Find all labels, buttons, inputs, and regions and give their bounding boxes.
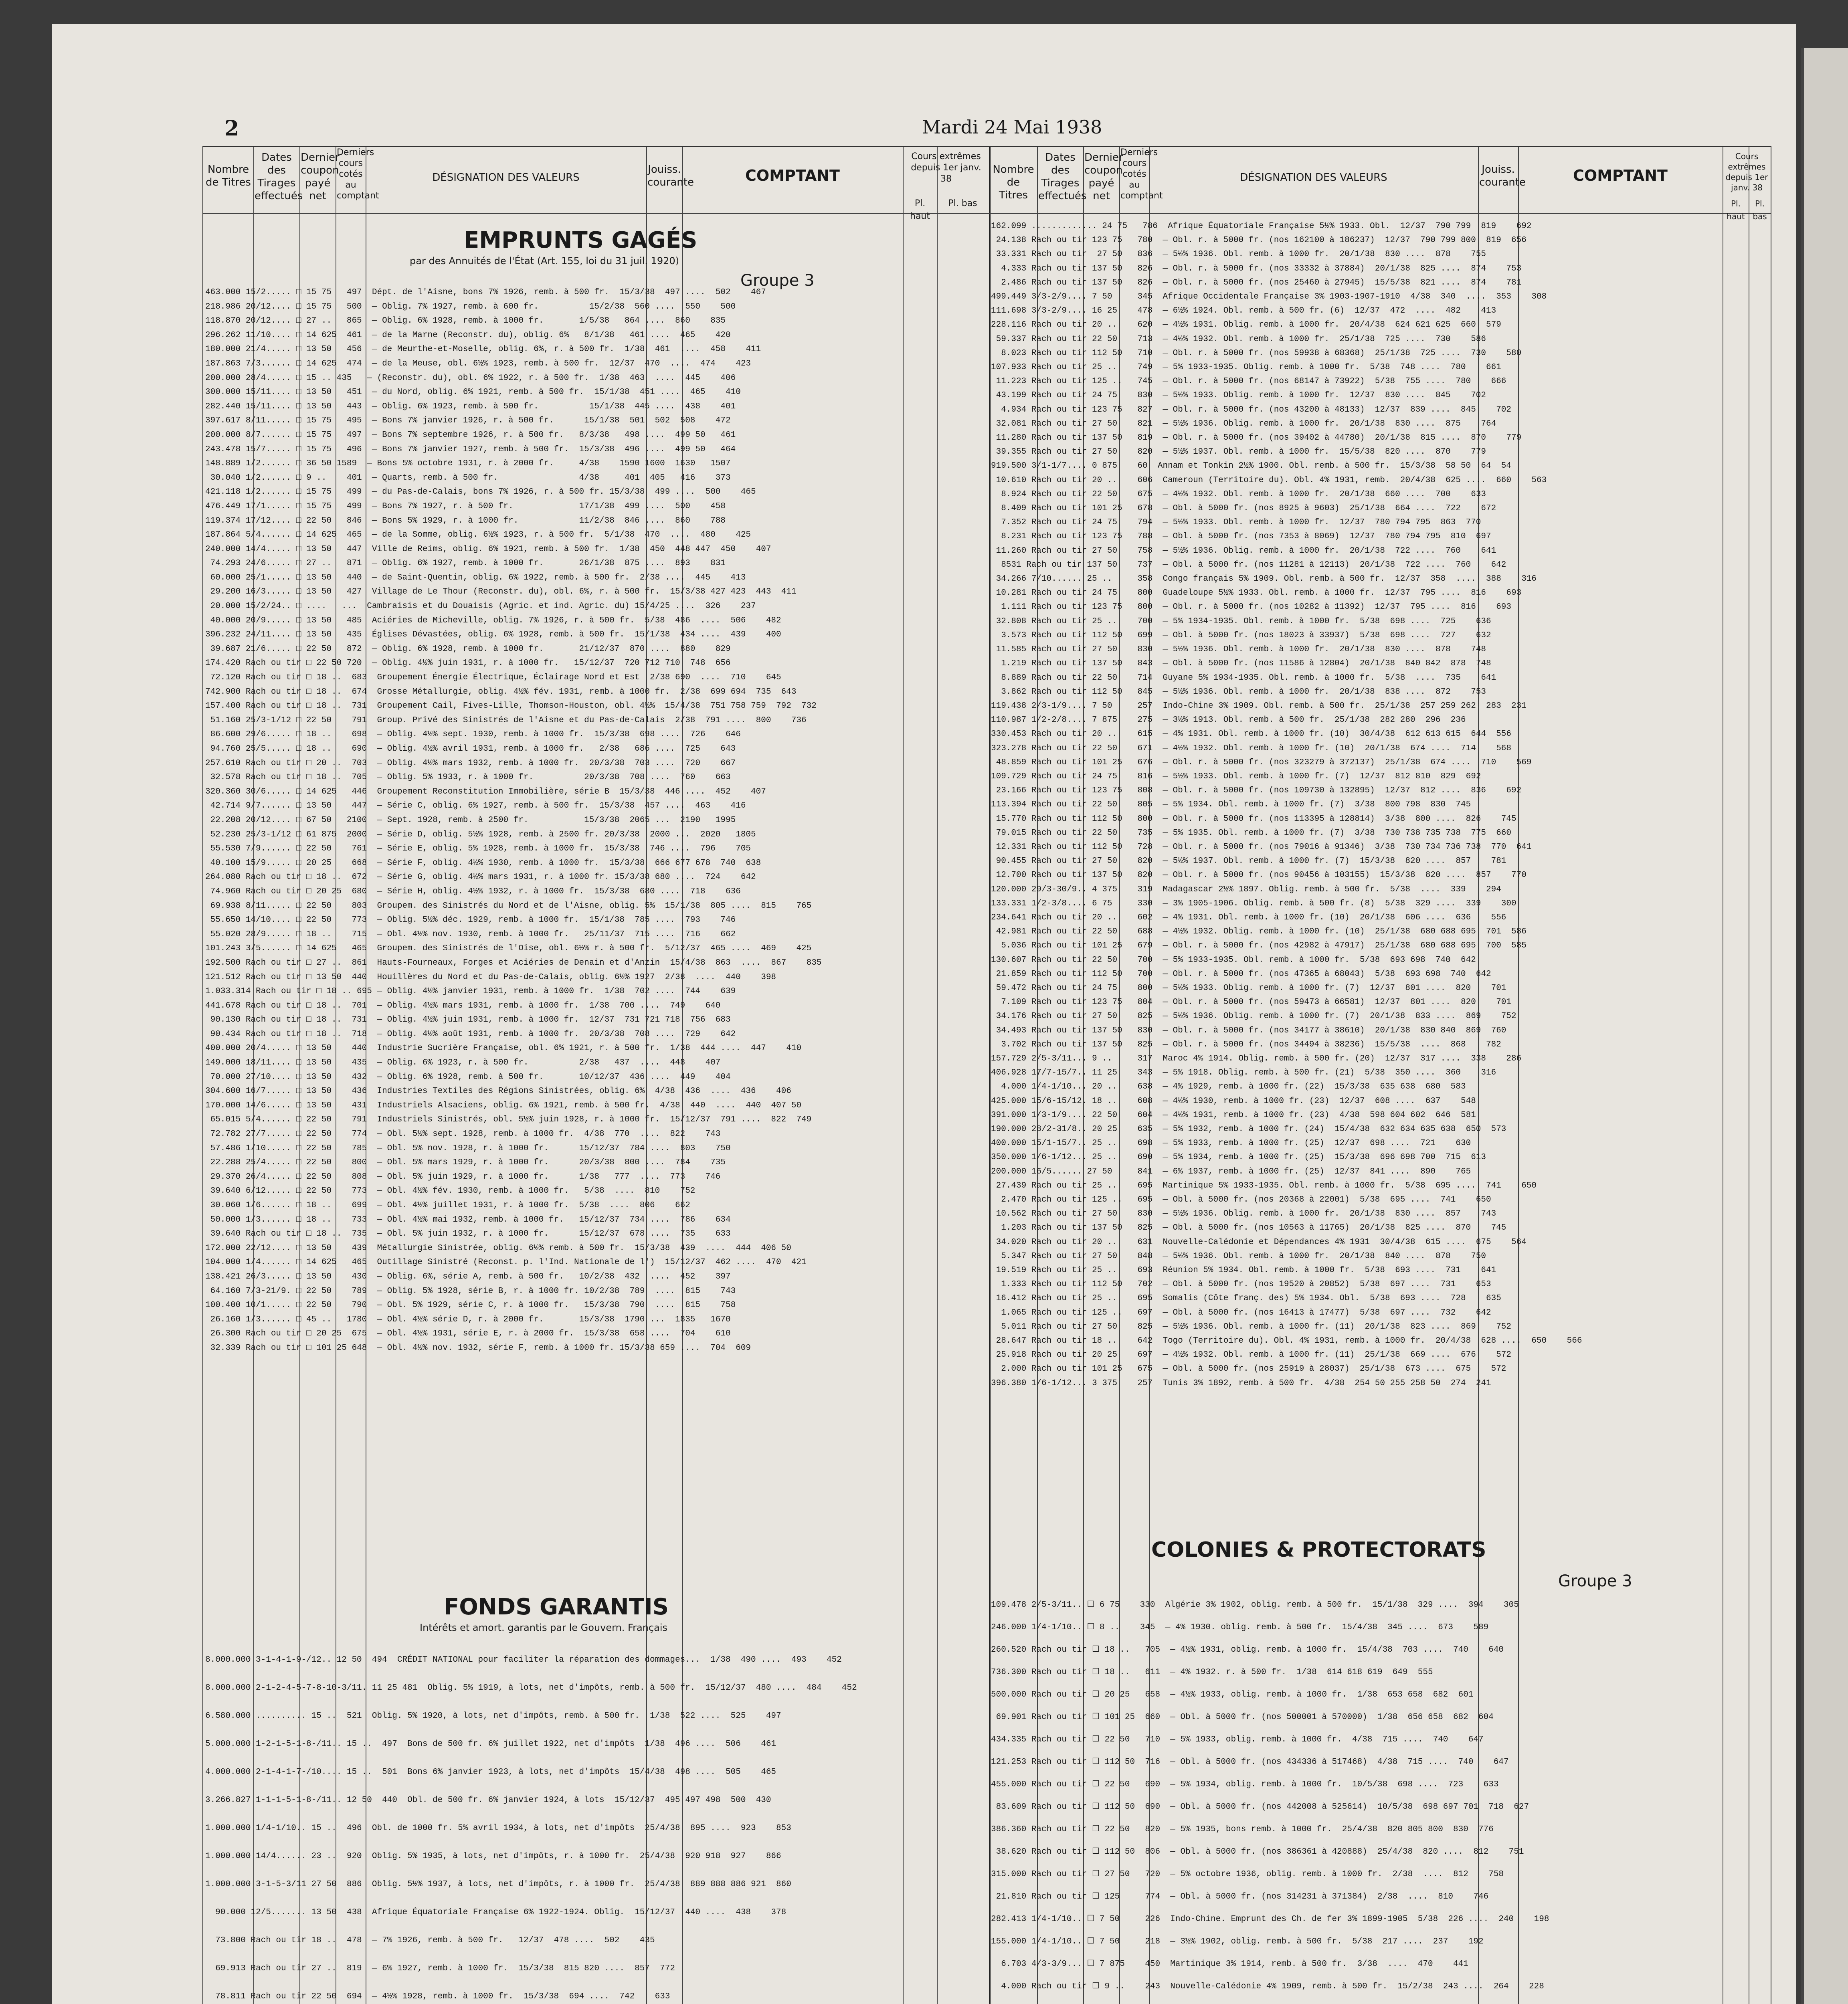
col-nombre-right: Nombre de Titres: [993, 164, 1034, 201]
section-emprunts-gages: EMPRUNTS GAGÉS: [464, 227, 698, 253]
table-row: 3.266.827 1-1-1-5-1-8-/11.. 12 50 440 Obl. de 500 fr. 6% janvier 1924, à lots 15/12/37 495 497 498 500 430: [205, 1796, 771, 1805]
table-row: 38.620 Rach ou tir ☐ 112 50 806 — Obl. à 5000 fr. (nos 386361 à 420888) 25/4/38 820 .... 812 751: [991, 1847, 1524, 1857]
table-row: 11.585 Rach ou tir 27 50 830 — 5½% 1936. Obl. remb. à 1000 fr. 20/1/38 830 .... 878 748: [991, 645, 1486, 655]
table-row: 148.889 1/2...... □ 36 50 1589 — Bons 5% octobre 1931, r. à 2000 fr. 4/38 1590 1600 1630 1507: [205, 459, 731, 469]
table-row: 11.280 Rach ou tir 137 50 819 — Obl. r. à 5000 fr. (nos 39402 à 44780) 20/1/38 815 .... 870 779: [991, 433, 1522, 443]
table-row: 11.260 Rach ou tir 27 50 758 — 5½% 1936. Oblig. remb. à 1000 fr. 20/1/38 722 .... 760 641: [991, 546, 1496, 556]
table-row: 406.928 17/7-15/7.. 11 25 343 — 5% 1918. Oblig. remb. à 500 fr. (21) 5/38 350 .... 360 316: [991, 1068, 1496, 1078]
table-row: 396.232 24/11.... □ 13 50 435 Églises Dévastées, oblig. 6% 1928, remb. à 500 fr. 15/1/38 434 .... 439 400: [205, 630, 781, 640]
table-row: 499.449 3/3-2/9.... 7 50 345 Afrique Occidentale Française 3% 1903-1907-1910 4/38 340 .... 353 308: [991, 292, 1547, 302]
table-row: 1.033.314 Rach ou tir □ 18 .. 695 — Oblig. 4½% janvier 1931, remb. à 1000 fr. 1/38 702 .... 744 639: [205, 987, 736, 996]
table-row: 218.986 20/12.... □ 15 75 500 — Oblig. 7% 1927, remb. à 600 fr. 15/2/38 560 .... 550 500: [205, 302, 736, 311]
table-row: 138.421 26/3..... □ 13 50 430 — Oblig. 6%, série A, remb. à 500 fr. 10/2/38 432 .... 452 397: [205, 1272, 731, 1281]
table-row: 260.520 Rach ou tir ☐ 18 .. 705 — 4½% 1931, oblig. remb. à 1000 fr. 15/4/38 703 .... 740 640: [991, 1645, 1504, 1655]
table-row: 20.000 15/2/24.. □ .... ... Cambraisis et du Douaisis (Agric. et ind. Agric. du) 15/4/25 .... 326 237: [205, 602, 756, 611]
table-row: 1.219 Rach ou tir 137 50 843 — Obl. à 5000 fr. (nos 11586 à 12804) 20/1/38 840 842 878 748: [991, 659, 1491, 669]
table-row: 5.347 Rach ou tir 27 50 848 — 5½% 1936. Obl. remb. à 1000 fr. 20/1/38 840 .... 878 750: [991, 1251, 1486, 1261]
table-row: 22.288 25/4..... □ 22 50 800 — Obl. 5% mars 1929, r. à 1000 fr. 20/3/38 800 .... 784 735: [205, 1158, 726, 1168]
table-row: 391.000 1/3-1/9.... 22 50 604 — 4½% 1931, remb. à 1000 fr. (23) 4/38 598 604 602 646 581: [991, 1110, 1476, 1120]
table-row: 15.770 Rach ou tir 112 50 800 — Obl. r. à 5000 fr. (nos 113395 à 128814) 3/38 800 .... 826 745: [991, 814, 1516, 824]
table-row: 180.000 21/4..... □ 13 50 456 — de Meurthe-et-Moselle, oblig. 6%, r. à 500 fr. 1/38 461 .... 458 411: [205, 345, 761, 354]
table-row: 39.640 6/12..... □ 22 50 773 — Obl. 4½% fév. 1930, remb. à 1000 fr. 5/38 .... 810 752: [205, 1186, 696, 1196]
table-row: 34.176 Rach ou tir 27 50 825 — 5½% 1936. Oblig. remb. à 1000 fr. (7) 20/1/38 833 .... 869 752: [991, 1012, 1516, 1021]
table-row: 42.714 9/7...... □ 13 50 447 — Série C, oblig. 6% 1927, remb. à 500 fr. 15/3/38 457 .... 463 416: [205, 801, 746, 811]
table-row: 40.000 20/9..... □ 13 50 485 Aciéries de Micheville, oblig. 7% 1926, r. à 500 fr. 5/38 486 .... 506 482: [205, 616, 781, 625]
table-row: 200.000 8/7...... □ 15 75 497 — Bons 7% septembre 1926, r. à 500 fr. 8/3/38 498 .... 499 50 461: [205, 430, 736, 440]
table-row: 4.333 Rach ou tir 137 50 826 — Obl. r. à 5000 fr. (nos 33332 à 37884) 20/1/38 825 .... 874 753: [991, 264, 1522, 273]
table-row: 110.987 1/2-2/8.... 7 875 275 — 3½% 1913. Obl. remb. à 500 fr. 25/1/38 282 280 296 236: [991, 715, 1466, 725]
col-designation-right: DÉSIGNATION DES VALEURS: [1240, 172, 1387, 184]
table-row: 396.380 1/6-1/12... 3 375 257 Tunis 3% 1892, remb. à 500 fr. 4/38 254 50 255 258 50 274 241: [991, 1378, 1491, 1388]
table-row: 7.109 Rach ou tir 123 75 804 — Obl. r. à 5000 fr. (nos 59473 à 66581) 12/37 801 .... 820 701: [991, 998, 1512, 1007]
col-nombre: Nombre de Titres: [206, 164, 251, 188]
col-jouiss-right: Jouiss. courante: [1479, 164, 1526, 188]
table-row: 10.281 Rach ou tir 24 75 800 Guadeloupe 5½% 1933. Obl. remb. à 1000 fr. 12/37 795 .... 816 693: [991, 588, 1522, 598]
table-row: 23.166 Rach ou tir 123 75 808 — Obl. r. à 5000 fr. (nos 109730 à 132895) 12/37 812 .... 836 692: [991, 786, 1522, 796]
section-fonds-garantis: FONDS GARANTIS: [444, 1594, 669, 1620]
table-row: 455.000 Rach ou tir ☐ 22 50 690 — 5% 1934, oblig. remb. à 1000 fr. 10/5/38 698 .... 723 633: [991, 1780, 1499, 1789]
table-row: 101.243 3/5...... □ 14 625 465 Groupem. des Sinistrés de l'Oise, obl. 6½% r. à 500 fr. 5/12/37 465 .... 469 425: [205, 944, 812, 954]
table-row: 72.782 27/7..... □ 22 50 774 — Obl. 5½% sept. 1928, remb. à 1000 fr. 4/38 770 .... 822 743: [205, 1129, 721, 1139]
table-row: 172.000 22/12.... □ 13 50 439 Métallurgie Sinistrée, oblig. 6½% remb. à 500 fr. 15/3/38 439 .... 444 406 50: [205, 1243, 791, 1253]
table-row: 86.600 29/6..... □ 18 .. 698 — Oblig. 4½% sept. 1930, remb. à 1000 fr. 15/3/38 698 .... 726 646: [205, 730, 741, 739]
fonds-rows: [205, 1646, 987, 2004]
table-row: 21.810 Rach ou tir ☐ 125 774 — Obl. à 5000 fr. (nos 314231 à 371384) 2/38 .... 810 746: [991, 1892, 1489, 1901]
table-row: 32.081 Rach ou tir 27 50 821 — 5½% 1936. Oblig. remb. à 1000 fr. 20/1/38 830 .... 875 764: [991, 419, 1496, 428]
table-row: 10.610 Rach ou tir 20 .. 606 Cameroun (Territoire du). Obl. 4% 1931, remb. 20/4/38 625 .... 660 563: [991, 475, 1547, 485]
table-row: 1.000.000 1/4-1/10.. 15 .. 496 Obl. de 1000 fr. 5% avril 1934, à lots, net d'impôts 25/4/38 895 .... 923 853: [205, 1824, 791, 1833]
table-row: 90.434 Rach ou tir □ 18 .. 718 — Oblig. 4½% août 1931, remb. à 1000 fr. 20/3/38 708 .... 729 642: [205, 1029, 736, 1039]
col-plbas-right: Pl. bas: [1753, 199, 1767, 221]
table-row: 742.900 Rach ou tir □ 18 .. 674 Grosse Métallurgie, oblig. 4½% fév. 1931, remb. à 1000 fr. 2/38 699 694 735 643: [205, 687, 797, 697]
table-row: 304.600 16/7..... □ 13 50 436 Industries Textiles des Régions Sinistrées, oblig. 6% 4/38 436 .... 436 406: [205, 1087, 791, 1096]
col-cours: Derniers cours cotés au comptant: [337, 147, 379, 201]
table-row: 133.331 1/2-3/8.... 6 75 330 — 3% 1905-1906. Oblig. remb. à 500 fr. (8) 5/38 329 .... 339 300: [991, 899, 1516, 908]
table-row: 190.000 28/2-31/8.. 20 25 635 — 5% 1932, remb. à 1000 fr. (24) 15/4/38 632 634 635 638 650 573: [991, 1125, 1506, 1134]
left-rows: [205, 285, 987, 1588]
table-row: 60.000 25/1..... □ 13 50 440 — de Saint-Quentin, oblig. 6% 1922, remb. à 500 fr. 2/38 .... 445 413: [205, 573, 746, 582]
table-row: 79.015 Rach ou tir 22 50 735 — 5% 1935. Obl. remb. à 1000 fr. (7) 3/38 730 738 735 738 775 660: [991, 828, 1512, 838]
table-row: 1.333 Rach ou tir 112 50 702 — Obl. à 5000 fr. (nos 19520 à 20852) 5/38 697 .... 731 653: [991, 1280, 1491, 1289]
table-row: 24.138 Rach ou tir 123 75 780 — Obl. r. à 5000 fr. (nos 162100 à 186237) 12/37 790 799 800 819 656: [991, 236, 1527, 245]
table-row: 8.231 Rach ou tir 123 75 788 — Obl. à 5000 fr. (nos 7353 à 8069) 12/37 780 794 795 810 697: [991, 532, 1491, 541]
table-row: 400.000 15/1-15/7.. 25 .. 698 — 5% 1933, remb. à 1000 fr. (25) 12/37 698 .... 721 630: [991, 1139, 1471, 1148]
table-row: 113.394 Rach ou tir 22 50 805 — 5% 1934. Obl. remb. à 1000 fr. (7) 3/38 800 798 830 745: [991, 800, 1471, 810]
table-row: 40.100 15/9..... □ 20 25 668 — Série F, oblig. 4½% 1930, remb. à 1000 fr. 15/3/38 666 677 678 740 638: [205, 858, 761, 868]
table-row: 34.020 Rach ou tir 20 .. 631 Nouvelle-Calédonie et Dépendances 4% 1931 30/4/38 615 .... 675 564: [991, 1237, 1527, 1247]
table-row: 397.617 8/11..... □ 15 75 495 — Bons 7% janvier 1926, r. à 500 fr. 15/1/38 501 502 508 472: [205, 416, 731, 426]
table-row: 1.203 Rach ou tir 137 50 825 — Obl. à 5000 fr. (nos 10563 à 11765) 20/1/38 825 .... 870 745: [991, 1223, 1506, 1233]
col-dates-right: Dates des Tirages effectués: [1038, 152, 1087, 202]
table-row: 33.331 Rach ou tir 27 50 836 — 5½% 1936. Obl. remb. à 1000 fr. 20/1/38 830 .... 878 755: [991, 250, 1486, 259]
table-row: 109.478 2/5-3/11.. ☐ 6 75 330 Algérie 3% 1902, oblig. remb. à 500 fr. 15/1/38 329 .... 394 305: [991, 1600, 1519, 1610]
col-extremes-right: Cours extrêmes depuis 1er janv. 38: [1725, 152, 1768, 192]
table-row: 57.486 1/10..... □ 22 50 785 — Obl. 5% nov. 1928, r. à 1000 fr. 15/12/37 784 .... 803 750: [205, 1143, 731, 1153]
table-row: 74.293 24/6..... □ 27 .. 871 — Oblig. 6% 1927, remb. à 1000 fr. 26/1/38 875 .... 893 831: [205, 559, 726, 568]
col-designation: DÉSIGNATION DES VALEURS: [432, 172, 580, 184]
table-row: 4.000 1/4-1/10... 20 .. 638 — 4% 1929, remb. à 1000 fr. (22) 15/3/38 635 638 680 583: [991, 1082, 1466, 1092]
section-fonds-subtitle: Intérêts et amort. garantis par le Gouvern. Français: [420, 1622, 667, 1633]
table-row: 119.438 2/3-1/9.... 7 50 257 Indo-Chine 3% 1909. Obl. remb. à 500 fr. 25/1/38 257 259 262 283 231: [991, 701, 1527, 711]
table-row: 463.000 15/2..... □ 15 75 497 Dépt. de l'Aisne, bons 7% 1926, remb. à 500 fr. 15/3/38 497 .... 502 467: [205, 288, 766, 297]
table-row: 350.000 1/6-1/12... 25 .. 690 — 5% 1934, remb. à 1000 fr. (25) 15/3/38 696 698 700 715 613: [991, 1153, 1486, 1162]
table-row: 1.111 Rach ou tir 123 75 800 — Obl. r. à 5000 fr. (nos 10282 à 11392) 12/37 795 .... 816 693: [991, 602, 1512, 612]
col-extremes: Cours extrêmes depuis 1er janv. 38: [911, 152, 981, 184]
table-row: 192.500 Rach ou tir □ 27 .. 861 Hauts-Fourneaux, Forges et Aciéries de Denain et d'Anzin 15/4/38 863 .... 867 835: [205, 958, 822, 968]
table-row: 16.412 Rach ou tir 25 .. 695 Somalis (Côte franç. des) 5% 1934. Obl. 5/38 693 .... 728 635: [991, 1294, 1501, 1303]
col-plbas: Pl. bas: [948, 198, 977, 208]
table-row: 500.000 Rach ou tir ☐ 20 25 658 — 4½% 1933, oblig. remb. à 1000 fr. 1/38 653 658 682 601: [991, 1690, 1474, 1699]
table-row: 70.000 27/10.... □ 13 50 432 — Oblig. 6% 1928, remb. à 500 fr. 10/12/37 436 .... 449 404: [205, 1072, 731, 1082]
table-row: 43.199 Rach ou tir 24 75 830 — 5½% 1933. Oblig. remb. à 1000 fr. 12/37 830 .... 845 702: [991, 391, 1486, 400]
table-row: 121.253 Rach ou tir ☐ 112 50 716 — Obl. à 5000 fr. (nos 434336 à 517468) 4/38 715 .... 740 647: [991, 1758, 1509, 1767]
table-row: 2.000 Rach ou tir 101 25 675 — Obl. à 5000 fr. (nos 25919 à 28037) 25/1/38 673 .... 675 572: [991, 1364, 1506, 1374]
groupe-3-right: Groupe 3: [1558, 1572, 1632, 1590]
table-row: 55.020 28/9..... □ 18 .. 715 — Obl. 4½% nov. 1930, remb. à 1000 fr. 25/11/37 715 .... 716 662: [205, 929, 736, 939]
table-row: 118.870 20/12.... □ 27 .. 865 — Oblig. 6% 1928, remb. à 1000 fr. 1/5/38 864 .... 860 835: [205, 316, 726, 326]
table-row: 400.000 20/4..... □ 13 50 440 Industrie Sucrière Française, obl. 6% 1921, r. à 500 fr. 1/38 444 .... 447 410: [205, 1044, 802, 1053]
table-row: 90.000 12/5....... 13 50 438 Afrique Équatoriale Française 6% 1922-1924. Oblig. 15/12/37 440 .... 438 378: [205, 1908, 787, 1917]
table-row: 48.859 Rach ou tir 101 25 676 — Obl. r. à 5000 fr. (nos 323279 à 372137) 25/1/38 674 .... 710 569: [991, 758, 1532, 767]
table-row: 187.863 7/3...... □ 14 625 474 — de la Meuse, obl. 6½% 1923, remb. à 500 fr. 12/37 470 .... 474 423: [205, 359, 751, 368]
table-row: 51.160 25/3-1/12 □ 22 50 791 Group. Privé des Sinistrés de l'Aisne et du Pas-de-Calais 2/38 791 .... 800 736: [205, 715, 807, 725]
table-row: 22.208 20/12.... □ 67 50 2100 — Sept. 1928, remb. à 2500 fr. 15/3/38 2065 ... 2190 1995: [205, 815, 736, 825]
table-row: 30.040 1/2...... □ 9 .. 401 — Quarts, remb. à 500 fr. 4/38 401 405 416 373: [205, 473, 731, 483]
table-row: 3.702 Rach ou tir 137 50 825 — Obl. r. à 5000 fr. (nos 34494 à 38236) 15/5/38 .... 868 782: [991, 1040, 1501, 1049]
table-row: 174.420 Rach ou tir □ 22 50 720 — Oblig. 4½% juin 1931, r. à 1000 fr. 15/12/37 720 712 710 748 656: [205, 659, 731, 668]
table-row: 421.118 1/2...... □ 15 75 499 — du Pas-de-Calais, bons 7% 1926, r. à 500 fr. 15/3/38 499 .... 500 465: [205, 487, 756, 497]
table-row: 162.099 ............. 24 75 786 Afrique Équatoriale Française 5½% 1933. Obl. 12/37 790 799 819 692: [991, 222, 1532, 231]
section-colonies-protectorats: COLONIES & PROTECTORATS: [1151, 1538, 1486, 1562]
table-row: 73.800 Rach ou tir 18 .. 478 — 7% 1926, remb. à 500 fr. 12/37 478 .... 502 435: [205, 1936, 655, 1945]
col-plhaut: Pl. haut: [910, 198, 930, 221]
table-row: 72.120 Rach ou tir □ 18 .. 683 Groupement Énergie Électrique, Éclairage Nord et Est 2/38 690 .... 710 645: [205, 673, 781, 683]
table-row: 228.116 Rach ou tir 20 .. 620 — 4½% 1931. Oblig. remb. à 1000 fr. 20/4/38 624 621 625 660 579: [991, 320, 1501, 330]
table-row: 296.262 11/10.... □ 14 625 461 — de la Marne (Reconstr. du), oblig. 6% 8/1/38 461 .... 465 420: [205, 330, 731, 340]
table-row: 12.700 Rach ou tir 137 50 820 — Obl. r. à 5000 fr. (nos 90456 à 103155) 15/3/38 820 .... 857 770: [991, 871, 1527, 880]
page-number: 2: [224, 116, 239, 141]
col-dernier-right: Dernier coupon payé net: [1084, 152, 1123, 202]
quotation-table: [202, 146, 1771, 2004]
table-row: 12.331 Rach ou tir 112 50 728 — Obl. r. à 5000 fr. (nos 79016 à 91346) 3/38 730 734 736 738 770 641: [991, 842, 1532, 852]
table-row: 69.913 Rach ou tir 27 .. 819 — 6% 1927, remb. à 1000 fr. 15/3/38 815 820 .... 857 772: [205, 1964, 675, 1973]
table-row: 8.889 Rach ou tir 22 50 714 Guyane 5% 1934-1935. Obl. remb. à 1000 fr. 5/38 .... 735 641: [991, 673, 1496, 683]
table-row: 8.023 Rach ou tir 112 50 710 — Obl. r. à 5000 fr. (nos 59938 à 68368) 25/1/38 725 .... 730 580: [991, 348, 1522, 358]
table-row: 8.924 Rach ou tir 22 50 675 — 4½% 1932. Obl. remb. à 1000 fr. 20/1/38 660 .... 700 633: [991, 489, 1486, 499]
col-jouiss: Jouiss. courante: [647, 164, 694, 188]
table-row: 240.000 14/4..... □ 13 50 447 Ville de Reims, oblig. 6% 1921, remb. à 500 fr. 1/38 450 448 447 450 407: [205, 544, 771, 554]
table-row: 3.862 Rach ou tir 112 50 845 — 5½% 1936. Obl. remb. à 1000 fr. 20/1/38 838 .... 872 753: [991, 687, 1486, 697]
table-row: 109.729 Rach ou tir 24 75 816 — 5½% 1933. Obl. remb. à 1000 fr. (7) 12/37 812 810 829 692: [991, 772, 1481, 781]
section-emprunts-subtitle: par des Annuités de l'État (Art. 155, loi du 31 juil. 1920): [410, 255, 679, 267]
table-row: 8.000.000 2-1-2-4-5-7-8-10-3/11. 11 25 481 Oblig. 5% 1919, à lots, net d'impôts, remb. à 500 fr. 15/12/37 480 .... 484 452: [205, 1683, 857, 1693]
table-row: 59.337 Rach ou tir 22 50 713 — 4½% 1932. Obl. remb. à 1000 fr. 25/1/38 725 .... 730 586: [991, 334, 1486, 344]
table-row: 55.530 7/9...... □ 22 50 761 — Série E, oblig. 5% 1928, remb. à 1000 fr. 15/3/38 746 .... 796 705: [205, 844, 751, 854]
table-row: 30.060 1/6...... □ 18 .. 699 — Obl. 4½% juillet 1931, r. à 1000 fr. 5/38 .... 806 662: [205, 1201, 690, 1210]
table-row: 121.512 Rach ou tir □ 13 50 440 Houillères du Nord et du Pas-de-Calais, oblig. 6½% 1927 2/38 .... 440 398: [205, 972, 776, 982]
table-row: 78.811 Rach ou tir 22 50 694 — 4½% 1928, remb. à 1000 fr. 15/3/38 694 .... 742 633: [205, 1992, 670, 2001]
table-row: 90.130 Rach ou tir □ 18 .. 731 — Oblig. 4½% juin 1931, remb. à 1000 fr. 12/37 731 721 718 756 683: [205, 1015, 731, 1025]
page-date: Mardi 24 Mai 1938: [922, 116, 1102, 138]
table-row: 8531 Rach ou tir 137 50 737 — Obl. à 5000 fr. (nos 11281 à 12113) 20/1/38 722 .... 760 642: [991, 560, 1506, 570]
table-row: 320.360 30/6..... □ 14 625 446 Groupement Reconstitution Immobilière, série B 15/3/38 446 .... 452 407: [205, 787, 766, 796]
table-row: 10.562 Rach ou tir 27 50 830 — 5½% 1936. Oblig. remb. à 1000 fr. 20/1/38 830 .... 857 743: [991, 1209, 1496, 1219]
col-plhaut-right: Pl. haut: [1727, 199, 1745, 221]
table-row: 5.000.000 1-2-1-5-1-8-/11.. 15 .. 497 Bons de 500 fr. 6% juillet 1922, net d'impôts 1/38 496 .... 506 461: [205, 1739, 776, 1749]
table-row: 246.000 1/4-1/10.. ☐ 8 .. 345 — 4% 1930. oblig. remb. à 500 fr. 15/4/38 345 .... 673 589: [991, 1623, 1489, 1632]
table-row: 34.266 7/10...... 25 .. 358 Congo français 5% 1909. Obl. remb. à 500 fr. 12/37 358 .... 388 316: [991, 574, 1537, 584]
colonies-rows: [991, 1594, 1769, 2004]
table-row: 55.650 14/10.... □ 22 50 773 — Oblig. 5½% déc. 1929, remb. à 1000 fr. 15/1/38 785 .... 793 746: [205, 915, 736, 925]
table-row: 5.036 Rach ou tir 101 25 679 — Obl. r. à 5000 fr. (nos 42982 à 47917) 25/1/38 680 688 695 700 585: [991, 941, 1527, 951]
table-row: 4.000.000 2-1-4-1-7-/10.... 15 .. 501 Bons 6% janvier 1923, à lots, net d'impôts 15/4/38 498 .... 505 465: [205, 1768, 776, 1777]
table-row: 282.413 1/4-1/10.. ☐ 7 50 226 Indo-Chine. Emprunt des Ch. de fer 3% 1899-1905 5/38 226 .... 240 198: [991, 1915, 1549, 1924]
groupe-3-left: Groupe 3: [740, 271, 815, 290]
table-row: 26.160 1/3...... □ 45 .. 1780 — Obl. 4½% série D, r. à 2000 fr. 15/3/38 1790 ... 1835 1670: [205, 1315, 731, 1324]
table-row: 200.000 16/5...... 27 50 841 — 6% 1937, remb. à 1000 fr. (25) 12/37 841 .... 890 765: [991, 1167, 1471, 1176]
table-row: 69.901 Rach ou tir ☐ 101 25 660 — Obl. à 5000 fr. (nos 500001 à 570000) 1/38 656 658 682 604: [991, 1713, 1494, 1722]
table-row: 323.278 Rach ou tir 22 50 671 — 4½% 1932. Obl. remb. à 1000 fr. (10) 20/1/38 674 .... 714 568: [991, 743, 1512, 753]
table-row: 282.440 15/11.... □ 13 50 443 — Oblig. 6% 1923, remb. à 500 fr. 15/1/38 445 .... 438 401: [205, 402, 736, 411]
table-row: 107.933 Rach ou tir 25 .. 749 — 5% 1933-1935. Oblig. remb. à 1000 fr. 5/38 748 .... 780 661: [991, 363, 1501, 372]
table-row: 4.934 Rach ou tir 123 75 827 — Obl. r. à 5000 fr. (nos 43200 à 48133) 12/37 839 .... 845 702: [991, 405, 1512, 414]
table-row: 50.000 1/3...... □ 18 .. 733 — Obl. 4½% mai 1932, remb. à 1000 fr. 15/12/37 734 .... 786 634: [205, 1215, 731, 1224]
table-row: 29.370 26/4..... □ 22 50 808 — Obl. 5% juin 1929, r. à 1000 fr. 1/38 777 .... 773 746: [205, 1172, 721, 1182]
table-row: 42.981 Rach ou tir 22 50 688 — 4½% 1932. Oblig. remb. à 1000 fr. (10) 25/1/38 680 688 695 701 586: [991, 927, 1527, 937]
right-rows: [991, 219, 1769, 1526]
table-row: 83.609 Rach ou tir ☐ 112 50 690 — Obl. à 5000 fr. (nos 442008 à 525614) 10/5/38 698 697 701 718 627: [991, 1802, 1529, 1812]
table-row: 187.864 5/4...... □ 14 625 465 — de la Somme, oblig. 6½% 1923, r. à 500 fr. 5/1/38 470 .... 480 425: [205, 530, 751, 540]
table-row: 257.610 Rach ou tir □ 20 .. 703 — Oblig. 4½% mars 1932, remb. à 1000 fr. 20/3/38 703 .... 720 667: [205, 758, 736, 768]
table-row: 264.080 Rach ou tir □ 18 .. 672 — Série G, oblig. 4½% mars 1931, r. à 1000 fr. 15/3/38 680 .... 724 642: [205, 873, 756, 882]
col-dates: Dates des Tirages effectués: [255, 152, 303, 202]
table-row: 3.573 Rach ou tir 112 50 699 — Obl. à 5000 fr. (nos 18023 à 33937) 5/38 698 .... 727 632: [991, 630, 1491, 640]
table-row: 5.011 Rach ou tir 27 50 825 — 5½% 1936. Obl. remb. à 1000 fr. (11) 20/1/38 823 .... 869 752: [991, 1322, 1512, 1331]
table-row: 65.015 5/4...... □ 22 50 791 Industriels Sinistrés, obl. 5½% juin 1928, r. à 1000 fr. 15/12/37 791 .... 822 749: [205, 1115, 812, 1125]
table-row: 1.065 Rach ou tir 125 .. 697 — Obl. à 5000 fr. (nos 16413 à 17477) 5/38 697 .... 732 642: [991, 1308, 1491, 1317]
table-row: 155.000 1/4-1/10.. ☐ 7 50 218 — 3½% 1902, oblig. remb. à 500 fr. 5/38 217 .... 237 192: [991, 1937, 1484, 1946]
table-row: 39.640 Rach ou tir □ 18 .. 735 — Obl. 5% juin 1932, r. à 1000 fr. 15/12/37 678 .... 735 633: [205, 1229, 731, 1239]
table-row: 100.400 10/1..... □ 22 50 790 — Obl. 5% 1929, série C, r. à 1000 fr. 15/3/38 790 .... 815 758: [205, 1301, 736, 1310]
table-row: 34.493 Rach ou tir 137 50 830 — Obl. r. à 5000 fr. (nos 34177 à 38610) 20/1/38 830 840 869 760: [991, 1026, 1506, 1035]
table-row: 315.000 Rach ou tir ☐ 27 50 720 — 5% octobre 1936, oblig. remb. à 1000 fr. 2/38 .... 812 758: [991, 1870, 1504, 1879]
table-row: 6.703 4/3-3/9... ☐ 7 875 450 Martinique 3% 1914, remb. à 500 fr. 3/38 .... 470 441: [991, 1960, 1468, 1969]
table-row: 64.160 7/3-21/9. □ 22 50 789 — Oblig. 5% 1928, série B, r. à 1000 fr. 10/2/38 789 .... 815 743: [205, 1286, 736, 1296]
table-row: 2.470 Rach ou tir 125 .. 695 — Obl. à 5000 fr. (nos 20368 à 22001) 5/38 695 .... 741 650: [991, 1195, 1491, 1205]
table-row: 69.938 8/11..... □ 22 50 803 Groupem. des Sinistrés du Nord et de l'Aisne, oblig. 5% 15/1/38 805 .... 815 765: [205, 901, 812, 911]
table-row: 8.409 Rach ou tir 101 25 678 — Obl. à 5000 fr. (nos 8925 à 9603) 25/1/38 664 .... 722 672: [991, 504, 1496, 513]
table-row: 1.000.000 3-1-5-3/11 27 50 886 Oblig. 5½% 1937, à lots, net d'impôts, r. à 1000 fr. 25/4/38 889 888 886 921 860: [205, 1880, 791, 1889]
table-row: 32.578 Rach ou tir □ 18 .. 705 — Oblig. 5% 1933, r. à 1000 fr. 20/3/38 708 .... 760 663: [205, 773, 731, 782]
table-row: 4.000 Rach ou tir ☐ 9 .. 243 Nouvelle-Calédonie 4% 1909, remb. à 500 fr. 15/2/38 243 .... 264 228: [991, 1982, 1544, 1991]
table-row: 1.000.000 14/4...... 23 .. 920 Oblig. 5% 1935, à lots, net d'impôts, r. à 1000 fr. 25/4/38 920 918 927 866: [205, 1852, 781, 1861]
table-row: 386.360 Rach ou tir ☐ 22 50 820 — 5% 1935, bons remb. à 1000 fr. 25/4/38 820 805 800 830 776: [991, 1825, 1494, 1834]
table-row: 157.400 Rach ou tir □ 18 .. 731 Groupement Cail, Fives-Lille, Thomson-Houston, obl. 4½% 15/4/38 751 758 759 792 732: [205, 701, 817, 711]
table-row: 21.859 Rach ou tir 112 50 700 — Obl. r. à 5000 fr. (nos 47365 à 68043) 5/38 693 698 740 642: [991, 969, 1491, 979]
table-row: 39.355 Rach ou tir 27 50 820 — 5½% 1937. Obl. remb. à 1000 fr. 15/5/38 820 .... 870 779: [991, 447, 1486, 457]
table-row: 119.374 17/12.... □ 22 50 846 — Bons 5% 1929, r. à 1000 fr. 11/2/38 846 .... 860 788: [205, 516, 726, 525]
table-row: 919.500 3/1-1/7.... 0 875 60 Annam et Tonkin 2½% 1900. Obl. remb. à 500 fr. 15/3/38 58 50 64 54: [991, 461, 1512, 471]
table-row: 25.918 Rach ou tir 20 25 697 — 4½% 1932. Obl. remb. à 1000 fr. (11) 25/1/38 669 .... 676 572: [991, 1350, 1512, 1360]
table-row: 74.960 Rach ou tir □ 20 25 680 — Série H, oblig. 4½% 1932, r. à 1000 fr. 15/3/38 680 .... 718 636: [205, 887, 741, 896]
table-row: 29.200 16/3..... □ 13 50 427 Village de Le Thour (Reconstr. du), obl. 6%, r. à 500 fr. 15/3/38 427 423 443 411: [205, 587, 797, 597]
table-row: [991, 1998, 1769, 2004]
col-dernier: Dernier coupon payé net: [301, 152, 340, 202]
table-row: 736.300 Rach ou tir ☐ 18 .. 611 — 4% 1932. r. à 500 fr. 1/38 614 618 619 649 555: [991, 1668, 1433, 1677]
col-cours-right: Derniers cours cotés au comptant: [1120, 147, 1163, 201]
table-row: 59.472 Rach ou tir 24 75 800 — 5½% 1933. Oblig. remb. à 1000 fr. (7) 12/37 801 .... 820 701: [991, 983, 1506, 993]
table-row: 90.455 Rach ou tir 27 50 820 — 5½% 1937. Obl. remb. à 1000 fr. (7) 15/3/38 820 .... 857 781: [991, 857, 1506, 866]
table-row: 170.000 14/6..... □ 13 50 431 Industriels Alsaciens, oblig. 6% 1921, remb. à 500 fr. 4/38 440 .... 440 407 50: [205, 1101, 802, 1110]
table-row: 111.698 3/3-2/9.... 16 25 478 — 6½% 1924. Obl. remb. à 500 fr. (6) 12/37 472 .... 482 413: [991, 306, 1496, 316]
table-row: 300.000 15/11.... □ 13 50 451 — du Nord, oblig. 6% 1921, remb. à 500 fr. 15/1/38 451 .... 465 410: [205, 388, 741, 397]
table-row: 27.439 Rach ou tir 25 .. 695 Martinique 5% 1933-1935. Obl. remb. à 1000 fr. 5/38 695 .... 741 650: [991, 1181, 1537, 1190]
table-row: 149.000 18/11.... □ 13 50 435 — Oblig. 6% 1923, r. à 500 fr. 2/38 437 .... 448 407: [205, 1058, 721, 1068]
table-row: 104.000 1/4...... □ 14 625 465 Outillage Sinistré (Reconst. p. l'Ind. Nationale de l') 15/12/37 462 .... 470 421: [205, 1258, 807, 1267]
table-row: 243.478 15/7..... □ 15 75 496 — Bons 7% janvier 1927, remb. à 500 fr. 15/3/38 496 .... 499 50 464: [205, 444, 736, 454]
table-row: 434.335 Rach ou tir ☐ 22 50 710 — 5% 1933, oblig. remb. à 1000 fr. 4/38 715 .... 740 647: [991, 1735, 1484, 1744]
table-row: 441.678 Rach ou tir □ 18 .. 701 — Oblig. 4½% mars 1931, remb. à 1000 fr. 1/38 700 .... 749 640: [205, 1001, 721, 1010]
table-row: 330.453 Rach ou tir 20 .. 615 — 4% 1931. Obl. remb. à 1000 fr. (10) 30/4/38 612 613 615 644 556: [991, 729, 1512, 739]
table-row: 157.729 2/5-3/11... 9 .. 317 Maroc 4% 1914. Oblig. remb. à 500 fr. (20) 12/37 317 .... 338 286: [991, 1054, 1522, 1063]
table-row: 476.449 17/1..... □ 15 75 499 — Bons 7% 1927, r. à 500 fr. 17/1/38 499 .... 500 458: [205, 501, 726, 511]
table-row: 26.300 Rach ou tir □ 20 25 675 — Obl. 4½% 1931, série E, r. à 2000 fr. 15/3/38 658 .... 704 610: [205, 1329, 731, 1339]
table-row: 52.230 25/3-1/12 □ 61 875 2000 — Série D, oblig. 5½% 1928, remb. à 2500 fr. 20/3/38 2000 ... 2020 1805: [205, 830, 756, 839]
table-row: 120.000 29/3-30/9.. 4 375 319 Madagascar 2½% 1897. Oblig. remb. à 500 fr. 5/38 .... 339 294: [991, 885, 1501, 894]
table-row: 7.352 Rach ou tir 24 75 794 — 5½% 1933. Obl. remb. à 1000 fr. 12/37 780 794 795 863 770: [991, 518, 1481, 527]
table-row: 8.000.000 3-1-4-1-9-/12.. 12 50 494 CRÉDIT NATIONAL pour faciliter la réparation des dommages... 1/38 490 .... 493 452: [205, 1655, 842, 1665]
table-row: 11.223 Rach ou tir 125 .. 745 — Obl. r. à 5000 fr. (nos 68147 à 73922) 5/38 755 .... 780 666: [991, 377, 1506, 386]
table-row: 39.687 21/6..... □ 22 50 872 — Oblig. 6% 1928, remb. à 1000 fr. 21/12/37 870 .... 880 829: [205, 644, 731, 654]
table-row: 32.339 Rach ou tir □ 101 25 648 — Obl. 4½% nov. 1932, série F, remb. à 1000 fr. 15/3/38 659 .... 704 609: [205, 1343, 751, 1353]
adjacent-page-edge: [1801, 48, 1848, 2004]
table-row: 2.486 Rach ou tir 137 50 826 — Obl. r. à 5000 fr. (nos 25460 à 27945) 15/5/38 821 .... 874 781: [991, 278, 1522, 287]
table-row: 32.808 Rach ou tir 25 .. 700 — 5% 1934-1935. Obl. remb. à 1000 fr. 5/38 698 .... 725 636: [991, 616, 1491, 626]
col-comptant-right: COMPTANT: [1573, 167, 1668, 184]
table-row: 6.580.000 .......... 15 .. 521 Oblig. 5% 1920, à lots, net d'impôts, remb. à 500 fr. 1/38 522 .... 525 497: [205, 1711, 781, 1721]
table-row: 94.760 25/5..... □ 18 .. 690 — Oblig. 4½% avril 1931, remb. à 1000 fr. 2/38 686 .... 725 643: [205, 744, 736, 754]
table-row: 130.607 Rach ou tir 22 50 700 — 5% 1933-1935. Obl. remb. à 1000 fr. 5/38 693 698 740 642: [991, 955, 1476, 965]
table-row: 425.000 15/6-15/12. 18 .. 608 — 4½% 1930, remb. à 1000 fr. (23) 12/37 608 .... 637 548: [991, 1096, 1476, 1106]
col-comptant: COMPTANT: [745, 167, 840, 184]
table-row: 200.000 28/4..... □ 15 .. 435 — (Reconstr. du), obl. 6% 1922, r. à 500 fr. 1/38 463 .... 445 406: [205, 373, 736, 383]
table-row: 28.647 Rach ou tir 18 .. 642 Togo (Territoire du). Obl. 4% 1931, remb. à 1000 fr. 20/4/38 628 .... 650 566: [991, 1336, 1582, 1346]
table-row: 19.519 Rach ou tir 25 .. 693 Réunion 5% 1934. Obl. remb. à 1000 fr. 5/38 693 .... 731 641: [991, 1266, 1496, 1275]
table-row: 234.641 Rach ou tir 20 .. 602 — 4% 1931. Obl. remb. à 1000 fr. (10) 20/1/38 606 .... 636 556: [991, 913, 1506, 922]
